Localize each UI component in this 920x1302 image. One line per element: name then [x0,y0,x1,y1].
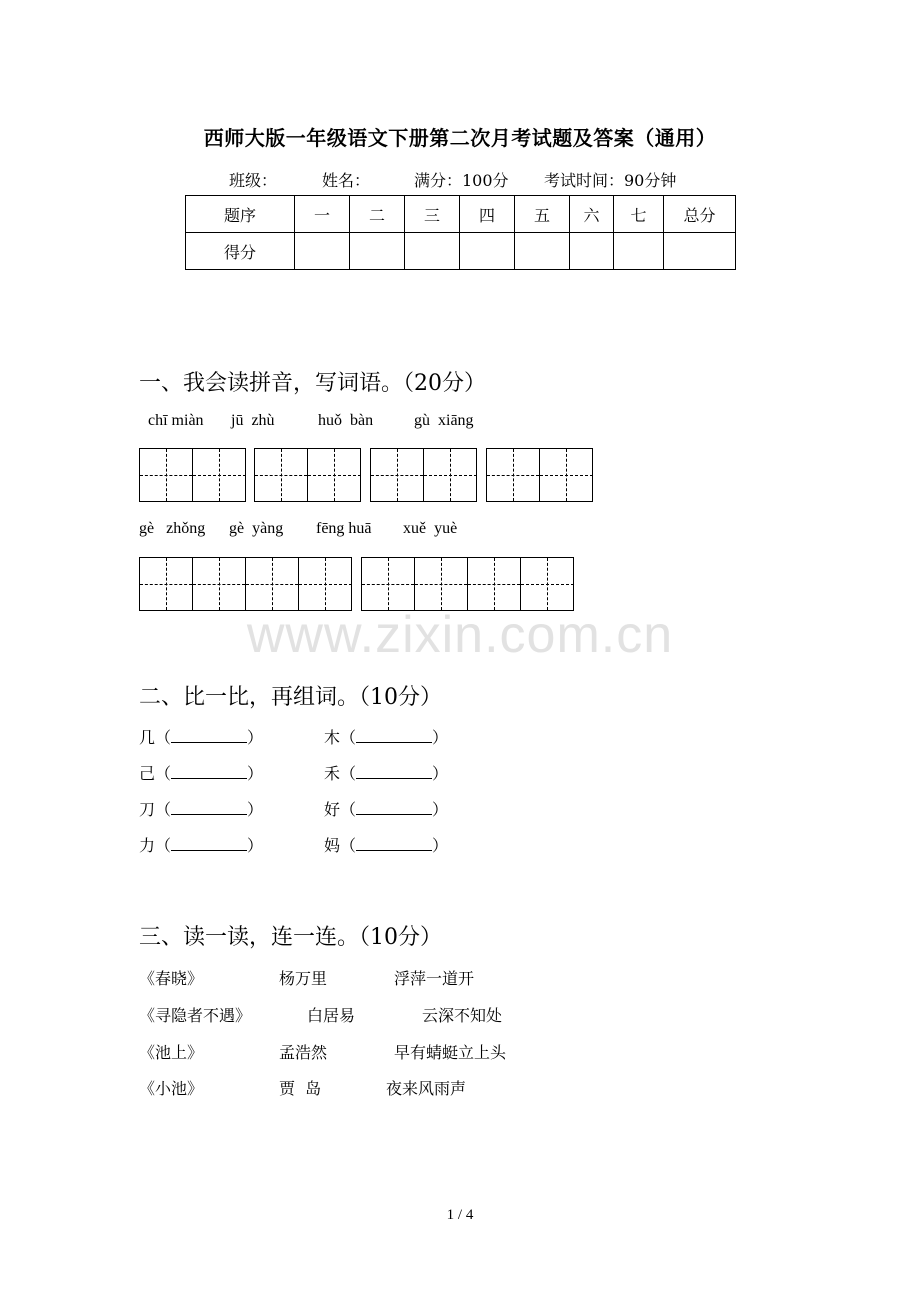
header-cell: 一 [295,196,350,233]
grid-cell [193,558,246,610]
writing-grid[interactable] [361,557,574,611]
score-table-score-row [186,233,736,270]
answer-blank[interactable] [356,764,432,779]
answer-blank[interactable] [356,800,432,815]
grid-cell [487,449,540,501]
header-cell: 七 [614,196,664,233]
pinyin-label: fēng huā [316,520,372,537]
answer-blank[interactable] [171,836,247,851]
grid-cell [140,558,193,610]
writing-grid[interactable] [139,448,246,502]
score-cell [295,233,350,270]
poem-line[interactable]: 浮萍一道开 [394,969,475,988]
word-pair-item: 刀（ ） [139,800,264,819]
score-row-label: 得分 [186,233,295,270]
poem-author[interactable]: 贾 岛 [279,1079,322,1098]
page-title: 西师大版一年级语文下册第二次月考试题及答案（通用） [203,126,717,150]
poem-author[interactable]: 孟浩然 [279,1043,328,1062]
grid-cell [415,558,468,610]
grid-cell [371,449,424,501]
header-cell: 二 [350,196,405,233]
pinyin-label: chī miàn [148,412,204,429]
full-score: 满分：100分 [414,171,509,190]
word-pair-item: 己（ ） [139,764,264,783]
poem-line[interactable]: 早有蜻蜓立上头 [394,1043,507,1062]
word-pair-item: 几（ ） [139,728,264,747]
poem-title: 《春晓》 [139,969,204,988]
pinyin-label: gù xiāng [414,412,474,429]
character: 妈 [324,836,341,855]
grid-cell [362,558,415,610]
header-cell: 四 [460,196,515,233]
header-cell: 三 [405,196,460,233]
character: 木 [324,728,341,747]
score-cell [515,233,570,270]
writing-grid[interactable] [254,448,361,502]
grid-cell [308,449,361,501]
exam-time: 考试时间：90分钟 [544,171,677,190]
word-pair-item: 力（ ） [139,836,264,855]
poem-author[interactable]: 白居易 [307,1006,356,1025]
header-cell: 题序 [186,196,295,233]
score-cell [460,233,515,270]
character: 几 [139,728,156,747]
answer-blank[interactable] [356,836,432,851]
answer-blank[interactable] [171,728,247,743]
pinyin-label: huǒ bàn [318,412,374,429]
answer-blank[interactable] [171,800,247,815]
character: 力 [139,836,156,855]
poem-title: 《寻隐者不遇》 [139,1006,252,1025]
section2-title: 二、比一比，再组词。（10分） [139,685,442,710]
class-label: 班级： [229,171,278,190]
poem-line[interactable]: 夜来风雨声 [386,1079,467,1098]
section3-title: 三、读一读，连一连。（10分） [139,925,442,950]
header-cell: 六 [570,196,614,233]
score-cell [664,233,736,270]
writing-grid[interactable] [370,448,477,502]
score-cell [570,233,614,270]
header-cell: 五 [515,196,570,233]
header-cell: 总分 [664,196,736,233]
score-table-header-row [186,196,736,233]
grid-cell [540,449,593,501]
character: 刀 [139,800,156,819]
poem-title: 《小池》 [139,1079,204,1098]
grid-cell [424,449,477,501]
writing-grid[interactable] [486,448,593,502]
pinyin-label: gè yàng [229,520,284,537]
section1-title: 一、我会读拼音，写词语。（20分） [139,371,486,396]
poem-title: 《池上》 [139,1043,204,1062]
grid-cell [255,449,308,501]
grid-cell [193,449,246,501]
pinyin-label: gè zhǒng [139,520,206,537]
poem-author[interactable]: 杨万里 [279,969,328,988]
grid-cell [468,558,521,610]
answer-blank[interactable] [171,764,247,779]
character: 己 [139,764,156,783]
grid-cell [299,558,352,610]
answer-blank[interactable] [356,728,432,743]
word-pair-item: 妈（ ） [324,836,449,855]
grid-cell [521,558,574,610]
score-table [185,195,736,270]
writing-grid[interactable] [139,557,352,611]
character: 好 [324,800,341,819]
grid-cell [140,449,193,501]
score-cell [405,233,460,270]
word-pair-item: 木（ ） [324,728,449,747]
word-pair-item: 禾（ ） [324,764,449,783]
name-label: 姓名： [322,171,371,190]
poem-line[interactable]: 云深不知处 [422,1006,503,1025]
page-number: 1 / 4 [446,1207,474,1223]
word-pair-item: 好（ ） [324,800,449,819]
pinyin-label: jū zhù [231,412,275,429]
grid-cell [246,558,299,610]
watermark: www.zixin.com.cn [246,606,674,664]
pinyin-label: xuě yuè [403,520,458,537]
character: 禾 [324,764,341,783]
score-cell [350,233,405,270]
score-cell [614,233,664,270]
